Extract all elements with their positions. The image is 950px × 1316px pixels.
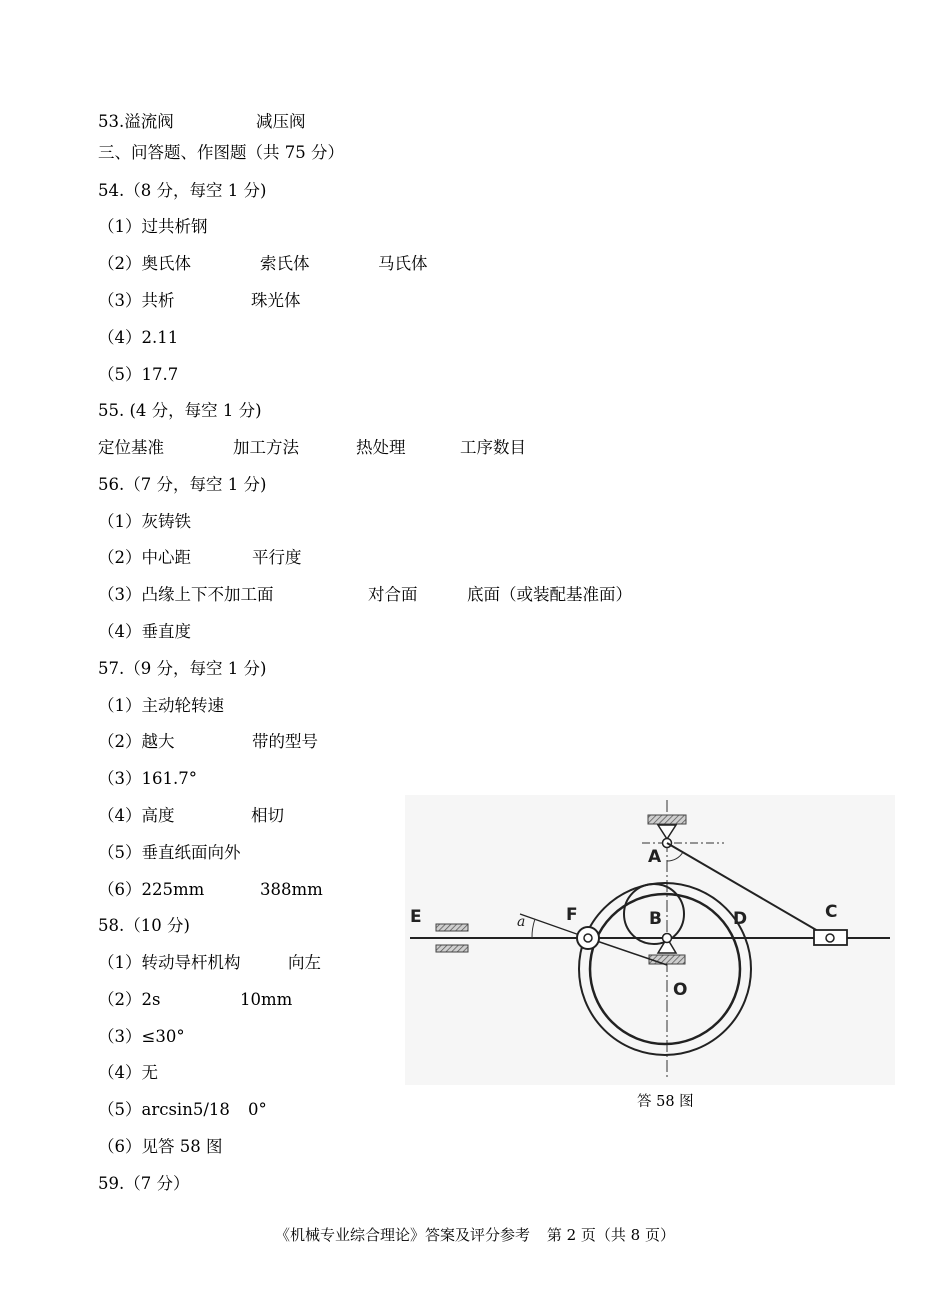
footer-page-number: 第 2 页（共 8 页） bbox=[546, 1226, 675, 1244]
slider-e-guide-bottom bbox=[436, 945, 468, 952]
joint-f-inner bbox=[584, 934, 592, 942]
pivot-a-ground bbox=[648, 815, 686, 824]
pivot-o-ground bbox=[649, 955, 685, 964]
label-e: E bbox=[410, 907, 422, 927]
page-footer bbox=[0, 1224, 950, 1245]
label-f: F bbox=[566, 905, 578, 925]
label-o: O bbox=[673, 980, 688, 1000]
pivot-o-joint bbox=[663, 934, 672, 943]
label-c: C bbox=[825, 902, 838, 922]
label-a: A bbox=[648, 847, 662, 867]
slider-c-joint bbox=[826, 934, 834, 942]
label-d: D bbox=[733, 909, 748, 929]
figure-caption: 答 58 图 bbox=[637, 1094, 694, 1110]
label-b: B bbox=[649, 909, 662, 929]
mechanism-diagram bbox=[405, 795, 895, 1085]
label-alpha: a bbox=[517, 914, 526, 930]
slider-e-guide-top bbox=[436, 924, 468, 931]
footer-title: 《机械专业综合理论》答案及评分参考 bbox=[275, 1226, 531, 1244]
